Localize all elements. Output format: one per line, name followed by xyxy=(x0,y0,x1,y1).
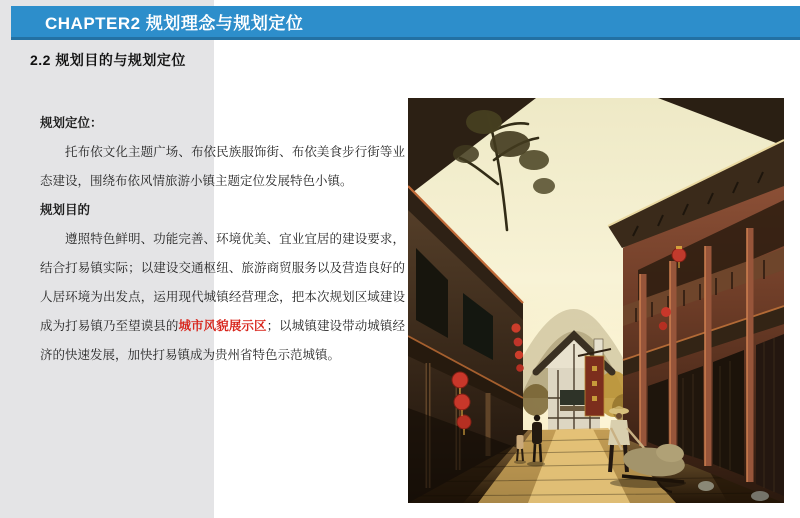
section-title: 2.2 规划目的与规划定位 xyxy=(30,52,186,68)
planning-purpose-heading: 规划目的 xyxy=(40,203,91,217)
purpose-text-after: ；以城镇建设带动城镇经济的快速发展，加快打易镇成为贵州省特色示范城镇。 xyxy=(40,319,405,362)
chapter-header-bar xyxy=(11,6,800,40)
planning-positioning-paragraph: 托布依文化主题广场、布依民族服饰街、布依美食步行街等业态建设，围绕布依风情旅游小镇主题定位发展特色小镇。 xyxy=(40,145,405,188)
street-rendering-image xyxy=(408,98,784,503)
body-text-column xyxy=(40,109,405,370)
planning-purpose-paragraph xyxy=(40,225,405,370)
purpose-highlight-red: 城市风貌展示区 xyxy=(178,319,267,333)
chapter-title: CHAPTER2 规划理念与规划定位 xyxy=(45,14,304,33)
purpose-text-before: 遵照特色鲜明、功能完善、环境优美、宜业宜居的建设要求，结合打易镇实际；以建设交通枢纽、旅游商贸服务以及营造良好的人居环境为出发点，运用现代城镇经营理念，把本次规划区域建设成为打易镇乃至望谟县的 xyxy=(40,232,405,333)
planning-positioning-heading: 规划定位： xyxy=(40,116,103,130)
